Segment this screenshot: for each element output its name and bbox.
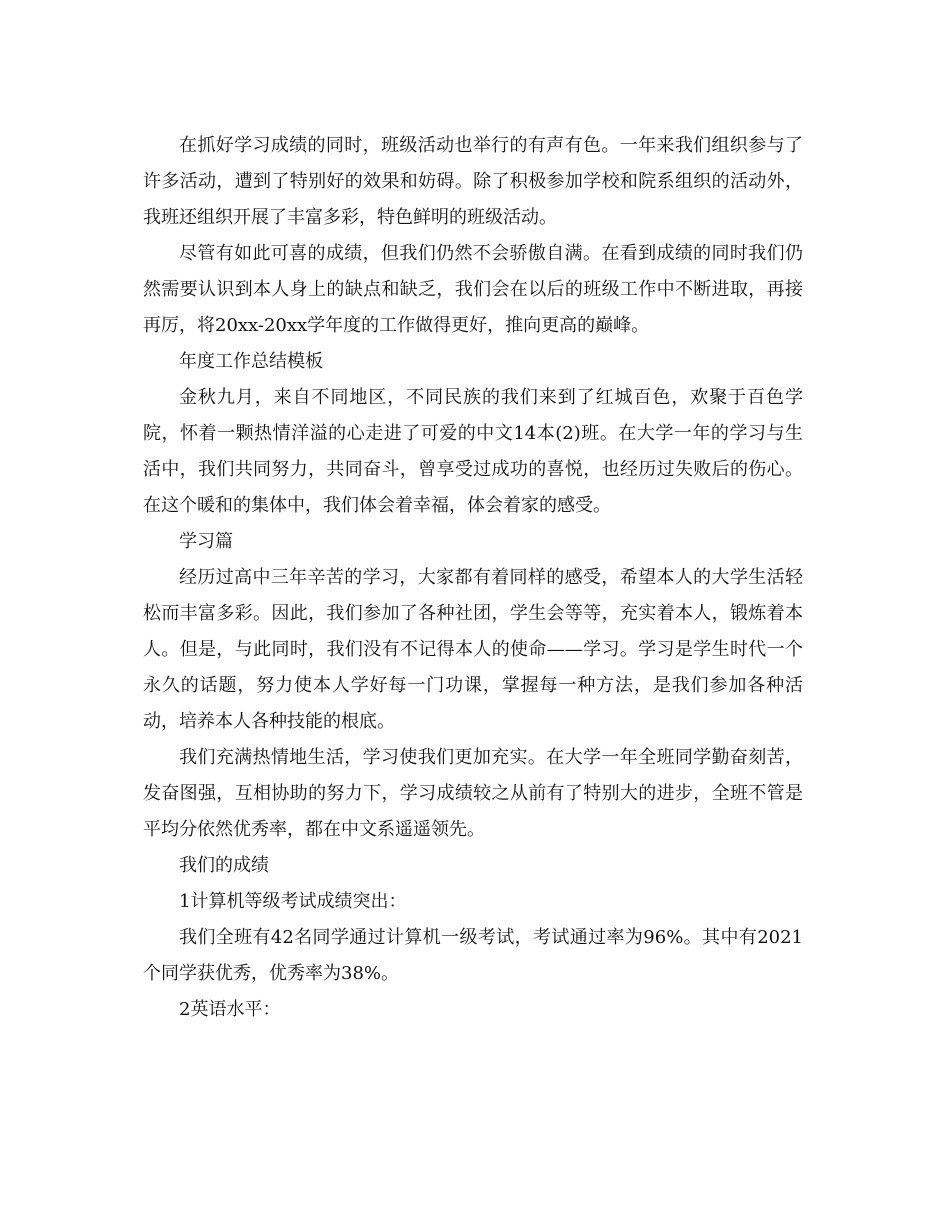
item-english-level: 2英语水平：: [179, 999, 281, 1020]
item-computer-exam: 1计算机等级考试成绩突出：: [179, 891, 407, 912]
paragraph-golden-autumn: 金秋九月，来自不同地区，不同民族的我们来到了红城百色，欢聚于百色学院，怀着一颗热情洋溢的心走进了可爱的中文14本(2)班。在大学一年的学习与生活中，我们共同努力，共同奋斗，曾享受过成功的喜悦，也经历过失败后的伤心。在这个暖和的集体中，我们体会着幸福，体会着家的感受。: [143, 387, 803, 516]
paragraph-enthusiastic-life: 我们充满热情地生活，学习使我们更加充实。在大学一年全班同学勤奋刻苦，发奋图强，互相协助的努力下，学习成绩较之从前有了特别大的进步，全班不管是平均分依然优秀率，都在中文系遥遥领先。: [143, 747, 803, 840]
document-body: [143, 128, 803, 1028]
paragraph-high-school-study: 经历过高中三年辛苦的学习，大家都有着同样的感受，希望本人的大学生活轻松而丰富多彩。因此，我们参加了各种社团，学生会等等，充实着本人，锻炼着本人。但是，与此同时，我们没有不记得本人的使命——学习。学习是学生时代一个永久的话题，努力使本人学好每一门功课，掌握每一种方法，是我们参加各种活动，培养本人各种技能的根底。: [143, 567, 803, 732]
heading-study-section: 学习篇: [179, 531, 233, 552]
paragraph-computer-exam-results: 我们全班有42名同学通过计算机一级考试，考试通过率为96%。其中有2021个同学获优秀，优秀率为38%。: [143, 927, 803, 984]
paragraph-not-complacent: 尽管有如此可喜的成绩，但我们仍然不会骄傲自满。在看到成绩的同时我们仍然需要认识到本人身上的缺点和缺乏，我们会在以后的班级工作中不断进取，再接再厉，将20xx-20xx学年度的工作做得更好，推向更高的巅峰。: [143, 243, 803, 336]
heading-annual-summary-template: 年度工作总结模板: [179, 351, 323, 372]
paragraph-class-activities: 在抓好学习成绩的同时，班级活动也举行的有声有色。一年来我们组织参与了许多活动，遭到了特别好的效果和妨碍。除了积极参加学校和院系组织的活动外，我班还组织开展了丰富多彩，特色鲜明的班级活动。: [143, 135, 803, 228]
heading-our-achievements: 我们的成绩: [179, 855, 269, 876]
